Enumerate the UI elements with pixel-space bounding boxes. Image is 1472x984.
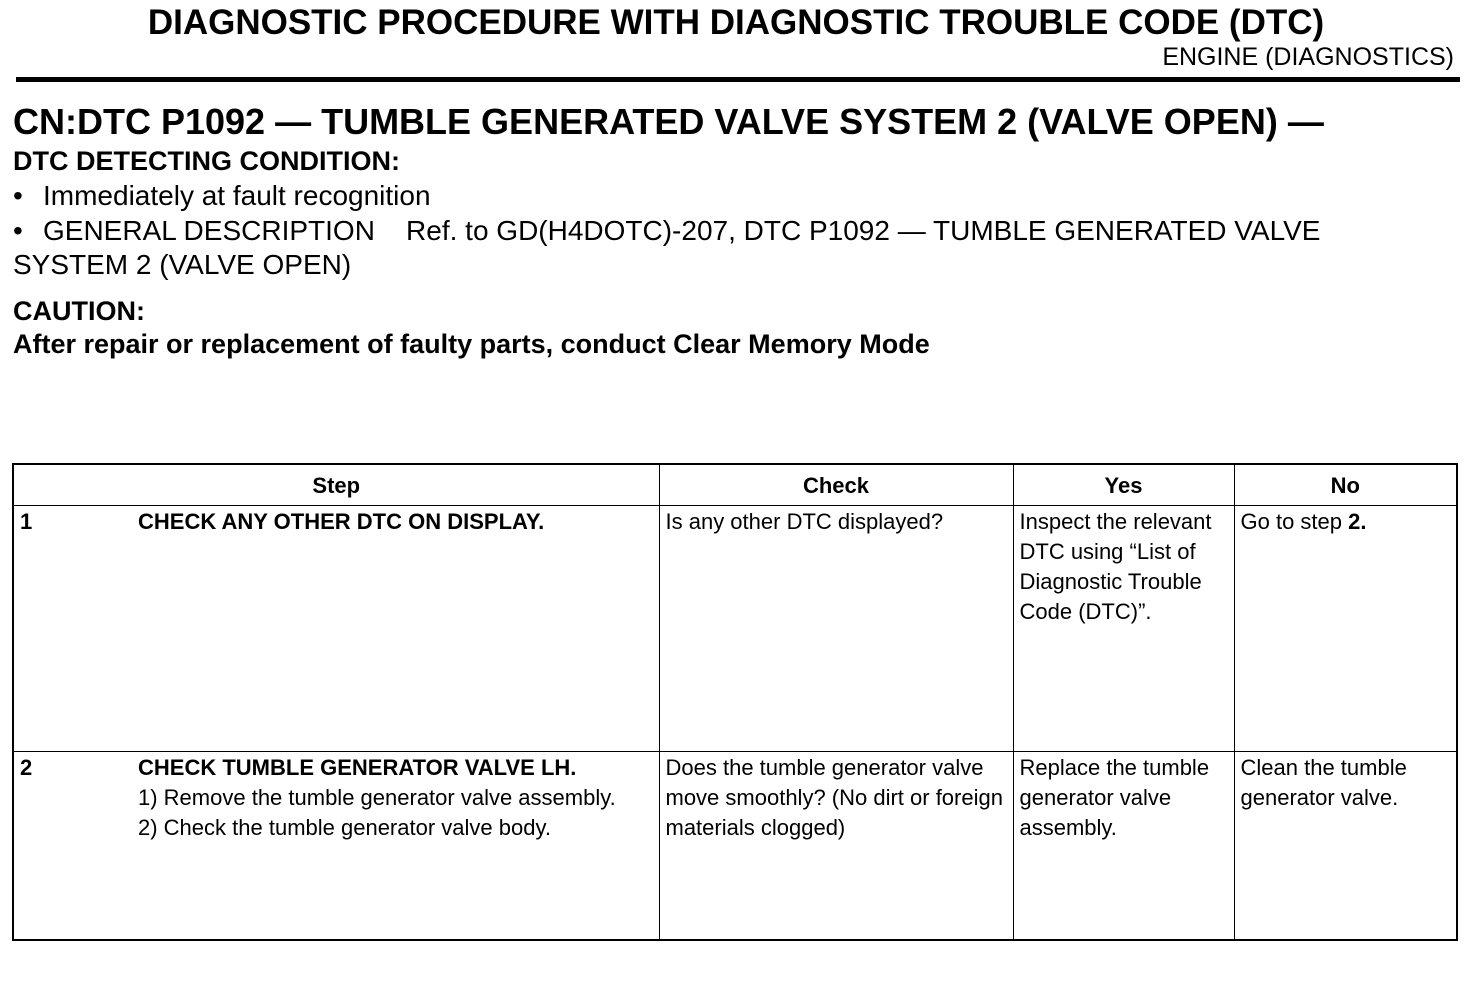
yes-cell: Replace the tumble generator valve assembly. [1013, 752, 1234, 941]
check-cell: Does the tumble generator valve move smoothly? (No dirt or foreign materials clogged) [659, 752, 1013, 941]
caution-heading: CAUTION: [13, 296, 145, 326]
bullet-text: GENERAL DESCRIPTION Ref. to GD(H4DOTC)-207, DTC P1092 — TUMBLE GENERATED VALVE [43, 215, 1321, 246]
condition-bullet [13, 179, 431, 213]
step-number: 1 [20, 509, 33, 534]
condition-heading: DTC DETECTING CONDITION: [13, 146, 400, 176]
table-header-row [13, 464, 1457, 506]
dtc-title: CN:DTC P1092 — TUMBLE GENERATED VALVE SYSTEM 2 (VALVE OPEN) — [13, 101, 1324, 142]
check-cell: Is any other DTC displayed? [659, 506, 1013, 752]
step-number: 2 [20, 755, 33, 780]
page-header-title: DIAGNOSTIC PROCEDURE WITH DIAGNOSTIC TROUBLE CODE (DTC) [147, 3, 1325, 42]
no-text: Go to step [1240, 509, 1349, 534]
column-header-yes: Yes [1013, 464, 1234, 506]
bullet-marker: • [13, 180, 23, 211]
header-divider [16, 77, 1460, 82]
step-cell [13, 506, 659, 752]
column-header-no: No [1234, 464, 1457, 506]
procedure-table [12, 463, 1458, 941]
step-cell [13, 752, 659, 941]
description-bullet-continuation: SYSTEM 2 (VALVE OPEN) [13, 249, 352, 280]
substep: 2) Check the tumble generator valve body. [138, 815, 551, 840]
table-row [13, 752, 1457, 941]
bullet-text: Immediately at fault recognition [43, 180, 431, 211]
step-reference: 2. [1348, 509, 1367, 534]
no-cell [1234, 506, 1457, 752]
table-row [13, 506, 1457, 752]
bullet-marker: • [13, 215, 23, 246]
description-bullet [13, 214, 1320, 248]
step-title: CHECK TUMBLE GENERATOR VALVE LH. [138, 755, 577, 780]
column-header-check: Check [659, 464, 1013, 506]
no-cell: Clean the tumble generator valve. [1234, 752, 1457, 941]
substep: 1) Remove the tumble generator valve assembly. [138, 785, 616, 810]
step-title: CHECK ANY OTHER DTC ON DISPLAY. [138, 509, 545, 534]
caution-text: After repair or replacement of faulty parts, conduct Clear Memory Mode [13, 329, 930, 359]
page-header-subtitle: ENGINE (DIAGNOSTICS) [1162, 43, 1454, 71]
yes-cell: Inspect the relevant DTC using “List of Diagnostic Trouble Code (DTC)”. [1013, 506, 1234, 752]
column-header-step: Step [13, 464, 659, 506]
